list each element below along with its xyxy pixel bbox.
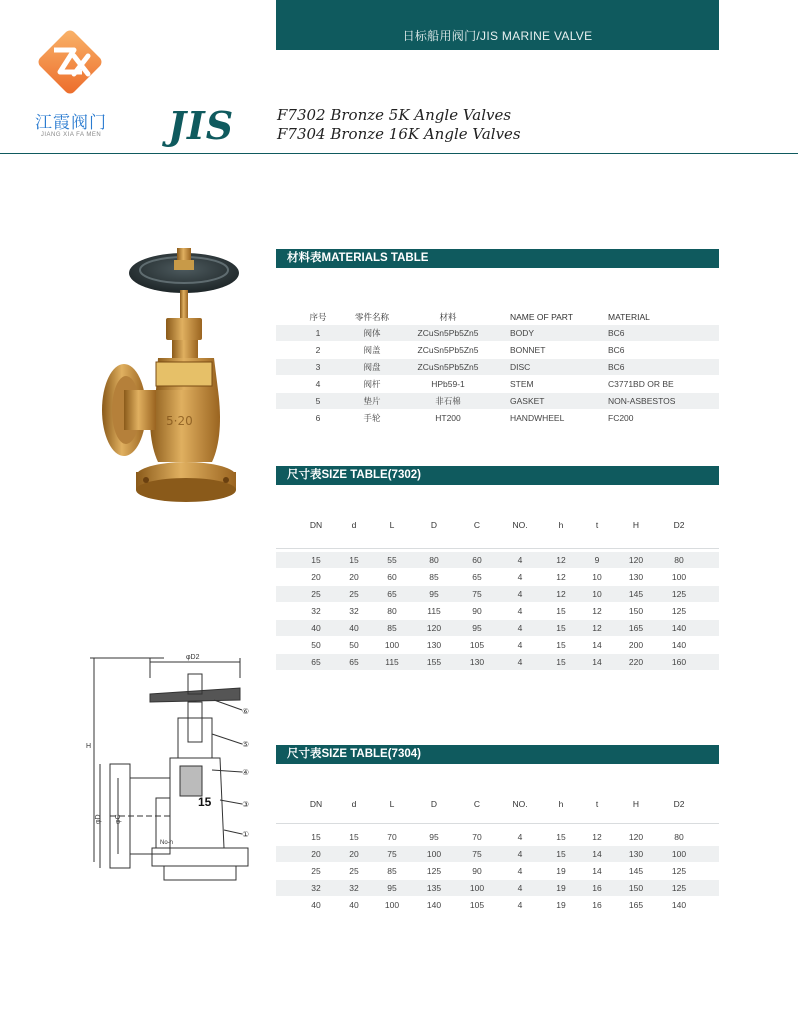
table-cell: 70 [472,832,482,842]
table-cell: 15 [349,832,359,842]
table-header-rule [276,548,719,549]
table-row [276,393,719,409]
table-cell: 4 [517,606,523,616]
table-cell: BC6 [608,362,625,372]
table-row [276,359,719,375]
table-cell: 14 [592,657,602,667]
table-cell: 200 [628,640,644,650]
table-cell: 19 [556,883,566,893]
table-cell: 115 [385,657,399,667]
table-cell: NON-ASBESTOS [608,396,676,406]
table-cell: 非石棉 [435,396,461,406]
table-cell: 25 [349,866,359,876]
table-cell: 15 [311,832,321,842]
table-cell: FC200 [608,413,634,423]
table-cell: 80 [674,555,684,565]
size-table-7302 [276,517,719,671]
table-cell: ZCuSn5Pb5Zn5 [417,362,479,372]
table-cell: 32 [349,883,359,893]
table-cell: 85 [429,572,439,582]
table-cell: 50 [311,640,321,650]
table-row [276,620,719,636]
table-cell: 4 [517,657,523,667]
table-cell: HANDWHEEL [510,413,565,423]
table-cell: 140 [671,900,687,910]
table-cell: 20 [349,849,359,859]
table-cell: STEM [510,379,534,389]
table-header-cell: NO. [512,799,528,809]
table-cell: 15 [556,640,566,650]
table-cell: 4 [315,379,321,389]
table-cell: 145 [628,866,644,876]
table-cell: 15 [556,849,566,859]
table-cell: 95 [429,589,439,599]
table-cell: 145 [628,589,644,599]
table-cell: 4 [517,866,523,876]
table-cell: 4 [517,640,523,650]
table-cell: HT200 [435,413,461,423]
table-cell: BC6 [608,328,625,338]
table-cell: 40 [311,623,321,633]
table-cell: 32 [311,883,321,893]
table-header-row [276,796,719,812]
table-header-cell: DN [309,520,323,530]
table-cell: 75 [472,589,482,599]
table-cell: 12 [556,572,566,582]
table-cell: 155 [426,657,442,667]
table-header-cell: 零件名称 [354,312,390,322]
table-cell: 14 [592,640,602,650]
table-cell: 125 [671,589,687,599]
table-cell: 25 [311,866,321,876]
table-cell: 4 [517,849,523,859]
callout-3: ③ [242,800,250,809]
table-header-cell: D [430,799,438,809]
table-cell: 20 [311,572,321,582]
table-cell: 12 [556,589,566,599]
table-row [276,897,719,913]
table-cell: 阀体 [363,328,381,338]
table-row [276,552,719,568]
table-cell: 130 [426,640,442,650]
table-cell: 40 [311,900,321,910]
table-cell: 100 [469,883,485,893]
table-header-row [276,517,719,533]
table-cell: 10 [592,589,602,599]
table-cell: 150 [628,606,644,616]
table-cell: 140 [426,900,442,910]
table-cell: 135 [426,883,442,893]
table-cell: GASKET [510,396,545,406]
table-cell: 15 [311,555,321,565]
table-cell: 25 [311,589,321,599]
table-cell: 4 [517,832,523,842]
table-cell: 3 [315,362,321,372]
svg-text:5·20: 5·20 [166,414,193,428]
table-cell: 12 [592,623,602,633]
table-header-cell: h [558,520,564,530]
table-cell: BC6 [608,345,625,355]
table-cell: 2 [315,345,321,355]
table-cell: 80 [387,606,397,616]
table-cell: 90 [472,606,482,616]
table-cell: 4 [517,900,523,910]
table-cell: 60 [472,555,482,565]
drawing-no-h-label: No-h [160,840,174,846]
table-header-cell: L [389,799,395,809]
table-cell: 85 [387,866,397,876]
table-cell: 16 [592,900,602,910]
table-cell: 4 [517,623,523,633]
table-cell: 125 [426,866,442,876]
table-cell: ZCuSn5Pb5Zn5 [417,345,479,355]
table-cell: 140 [671,623,687,633]
table-header-cell: D2 [673,520,685,530]
table-cell: ZCuSn5Pb5Zn5 [417,328,479,338]
table-cell: 130 [628,572,644,582]
table-header-cell: t [595,520,599,530]
table-cell: 9 [594,555,600,565]
table-cell: 80 [429,555,439,565]
table-cell: 4 [517,883,523,893]
table-header-cell: D2 [673,799,685,809]
table-cell: 140 [671,640,687,650]
table-cell: 125 [671,866,687,876]
table-cell: 4 [517,572,523,582]
callout-1: ① [242,830,250,839]
table-header-cell: H [632,520,640,530]
table-cell: 75 [472,849,482,859]
callout-5: ⑤ [242,740,250,749]
table-cell: 4 [517,589,523,599]
table-row [276,586,719,602]
table-header-cell: C [473,520,481,530]
table-cell: 55 [387,555,397,565]
table-cell: 70 [387,832,397,842]
table-cell: 100 [671,572,687,582]
table-header-cell: DN [309,799,323,809]
angle-valve-section-drawing [84,648,264,888]
table-cell: 15 [556,832,566,842]
table-row [276,880,719,896]
table-cell: 90 [472,866,482,876]
header-banner: 日标船用阀门/JIS MARINE VALVE [276,0,719,50]
table-row [276,654,719,670]
table-cell: 120 [628,555,644,565]
table-cell: DISC [510,362,531,372]
table-cell: 95 [429,832,439,842]
header-divider [0,153,798,154]
table-header-cell: 材料 [439,312,457,322]
table-cell: 150 [628,883,644,893]
table-row [276,325,719,341]
table-header-cell: 序号 [309,312,327,322]
table-cell: 125 [671,883,687,893]
table-cell: 115 [427,606,441,616]
jis-standard-mark: JIS [168,103,235,148]
table-cell: 65 [472,572,482,582]
table-cell: HPb59-1 [431,379,465,389]
drawing-d2-label: φD2 [186,654,200,661]
table-cell: C3771BD OR BE [608,379,674,389]
table-cell: 75 [387,849,397,859]
table-cell: 阀盘 [363,362,381,372]
table-cell: 32 [311,606,321,616]
table-cell: 95 [472,623,482,633]
table-cell: 40 [349,900,359,910]
size-table-7304-title: 尺寸表SIZE TABLE(7304) [276,745,719,764]
table-row [276,603,719,619]
brand-name-en: JIANG XIA FA MEN [40,132,102,138]
brand-name-cn: 江霞阀门 [35,113,107,133]
table-cell: 12 [556,555,566,565]
product-title-line-2: F7304 Bronze 16K Angle Valves [277,125,521,143]
table-cell: 20 [311,849,321,859]
table-cell: 25 [349,589,359,599]
jiangxia-logo-icon [30,22,110,102]
table-cell: 100 [426,849,442,859]
table-cell: 阀杆 [363,379,381,389]
table-header-cell: D [430,520,438,530]
table-row [276,376,719,392]
table-cell: 85 [387,623,397,633]
table-cell: 15 [556,657,566,667]
table-header-cell: d [351,799,357,809]
callout-6: ⑥ [242,707,250,716]
table-cell: 105 [469,640,485,650]
callout-4: ④ [242,768,250,777]
table-cell: 65 [387,589,397,599]
table-cell: 130 [628,849,644,859]
drawing-c-label: φC [115,814,122,824]
table-cell: 65 [349,657,359,667]
table-cell: 20 [349,572,359,582]
drawing-size-label: 15 [198,795,212,809]
size-table-7302-title: 尺寸表SIZE TABLE(7302) [276,466,719,485]
table-cell: 14 [592,849,602,859]
table-cell: 60 [387,572,397,582]
table-header-cell: MATERIAL [608,312,650,322]
table-header-rule [276,823,719,824]
table-cell: 10 [592,572,602,582]
table-cell: 5 [315,396,321,406]
table-cell: 垫片 [363,396,381,406]
materials-table-title: 材料表MATERIALS TABLE [276,249,719,268]
table-cell: 95 [387,883,397,893]
table-cell: 12 [592,832,602,842]
table-row [276,637,719,653]
table-cell: BODY [510,328,535,338]
table-cell: 65 [311,657,321,667]
table-row [276,829,719,845]
table-row [276,846,719,862]
table-row [276,569,719,585]
table-cell: 16 [592,883,602,893]
table-cell: 12 [592,606,602,616]
table-cell: 1 [315,328,321,338]
table-cell: 15 [556,606,566,616]
table-cell: 100 [384,640,400,650]
table-cell: 阀盖 [363,345,381,355]
table-cell: 120 [426,623,442,633]
table-header-cell: C [473,799,481,809]
table-row [276,410,719,426]
table-cell: 40 [349,623,359,633]
table-cell: 130 [469,657,485,667]
table-header-cell: NAME OF PART [510,312,573,322]
table-cell: 125 [671,606,687,616]
table-header-cell: t [595,799,599,809]
table-cell: 15 [349,555,359,565]
table-cell: 4 [517,555,523,565]
table-cell: 19 [556,866,566,876]
materials-table [276,309,719,427]
table-header-cell: NO. [512,520,528,530]
table-cell: 32 [349,606,359,616]
table-cell: 80 [674,832,684,842]
brand-logo[interactable] [22,22,118,140]
table-cell: 100 [384,900,400,910]
table-cell: 手轮 [363,413,381,423]
bronze-angle-valve-photo [96,240,246,510]
table-cell: 165 [628,900,644,910]
table-header-row [276,309,719,325]
table-header-cell: h [558,799,564,809]
table-cell: 165 [628,623,644,633]
table-cell: BONNET [510,345,546,355]
table-cell: 120 [628,832,644,842]
table-header-cell: H [632,799,640,809]
drawing-d-label: φD [95,814,102,824]
product-title [277,106,521,144]
table-cell: 19 [556,900,566,910]
table-cell: 100 [671,849,687,859]
table-header-cell: L [389,520,395,530]
table-row [276,342,719,358]
table-cell: 6 [315,413,321,423]
table-cell: 160 [671,657,687,667]
product-title-line-1: F7302 Bronze 5K Angle Valves [277,106,512,124]
drawing-h-label: H [86,743,92,750]
table-cell: 105 [469,900,485,910]
table-cell: 15 [556,623,566,633]
table-cell: 220 [628,657,644,667]
table-cell: 50 [349,640,359,650]
size-table-7304 [276,796,719,914]
table-header-cell: d [351,520,357,530]
table-cell: 14 [592,866,602,876]
table-row [276,863,719,879]
